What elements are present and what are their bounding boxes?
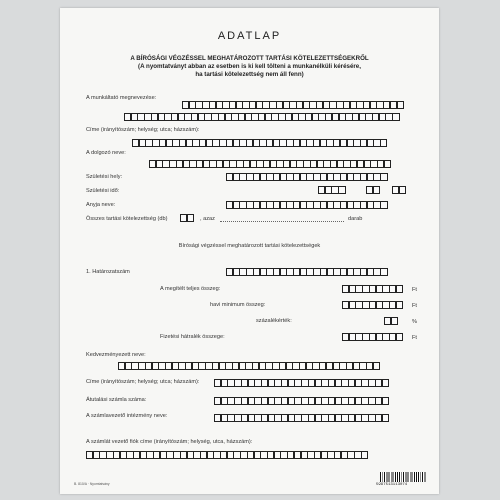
char-box[interactable] [382, 414, 389, 422]
acct-input-boxes[interactable] [214, 397, 388, 405]
char-box[interactable] [399, 186, 406, 194]
bank-label: A számlavezető intézmény neve: [86, 413, 168, 419]
char-box[interactable] [380, 173, 387, 181]
birthplace-input-boxes[interactable] [226, 173, 387, 181]
char-box[interactable] [391, 317, 398, 325]
form-title: ADATLAP [217, 30, 282, 42]
branch-label: A számlát vezető fiók címe (irányítószám; helység, utca, házszám): [86, 439, 253, 445]
full-amount-label: A megítélt teljes összeg: [160, 286, 221, 292]
char-box[interactable] [382, 379, 389, 387]
ft-unit-3: Ft [412, 335, 417, 341]
employer-label: A munkáltató megnevezése: [86, 95, 157, 101]
arrears-label: Fizetési hátralék összege: [160, 334, 225, 340]
section-title: Bírósági végzéssel meghatározott tartási kötelezettségek [178, 243, 321, 249]
form-note-2: ha tartási kötelezettség nem áll fenn) [195, 71, 304, 78]
birthdate-label: Születési idő: [86, 188, 120, 194]
monthly-min-label: havi minimum összeg: [210, 302, 266, 308]
address-input-boxes[interactable] [132, 139, 387, 147]
birthplace-label: Születési hely: [86, 174, 123, 180]
percent-label: százalékérték: [256, 318, 292, 324]
employer-input-boxes[interactable] [182, 101, 403, 109]
bd-m-input-boxes[interactable] [366, 186, 379, 194]
char-box[interactable] [373, 362, 380, 370]
char-box[interactable] [396, 301, 403, 309]
mother-input-boxes[interactable] [226, 201, 387, 209]
case-input-boxes[interactable] [226, 268, 387, 276]
char-box[interactable] [373, 186, 380, 194]
char-box[interactable] [384, 160, 391, 168]
char-box[interactable] [396, 285, 403, 293]
total-dotted-line [220, 221, 344, 222]
char-box[interactable] [187, 214, 194, 222]
char-box[interactable] [392, 113, 399, 121]
case-label: 1. Határozatszám [86, 269, 130, 275]
barcode-icon [380, 472, 426, 482]
account-label: Átutalási számla száma: [86, 397, 147, 403]
char-box[interactable] [397, 101, 404, 109]
bd-y-input-boxes[interactable] [318, 186, 345, 194]
form-page [60, 8, 439, 494]
worker-label: A dolgozó neve: [86, 150, 126, 156]
bd-d-input-boxes[interactable] [392, 186, 405, 194]
pct-unit: % [412, 319, 417, 325]
total-darab: darab [348, 216, 363, 222]
ft-unit-1: Ft [412, 287, 417, 293]
total-label: Összes tartási kötelezettség (db) [86, 216, 168, 222]
barcode-number: 5997513113074 [376, 483, 408, 487]
min-input-boxes[interactable] [342, 301, 402, 309]
address-label: Címe (irányítószám; helység; utca; házszám): [86, 127, 200, 133]
total-input-boxes[interactable] [180, 214, 193, 222]
worker-input-boxes[interactable] [149, 160, 390, 168]
employer2-input-boxes[interactable] [124, 113, 399, 121]
beneficiary-label: Kedvezményezett neve: [86, 352, 146, 358]
char-box[interactable] [380, 268, 387, 276]
ft-unit-2: Ft [412, 303, 417, 309]
arrears-input-boxes[interactable] [342, 333, 402, 341]
char-box[interactable] [380, 139, 387, 147]
char-box[interactable] [361, 451, 368, 459]
char-box[interactable] [380, 201, 387, 209]
branch-input-boxes[interactable] [86, 451, 368, 459]
mother-label: Anyja neve: [86, 202, 116, 208]
form-note-1: (A nyomtatványt abban az esetben is ki kell tölteni a munkanélküli kérésére, [138, 63, 361, 70]
footer-text: B. 810/A · Nyomtatvány [74, 482, 110, 486]
char-box[interactable] [338, 186, 345, 194]
ben-address-label: Címe (irányítószám; helység; utca; házszám): [86, 379, 200, 385]
char-box[interactable] [382, 397, 389, 405]
ben-addr-input-boxes[interactable] [214, 379, 388, 387]
ben-input-boxes[interactable] [118, 362, 379, 370]
pct-input-boxes[interactable] [384, 317, 397, 325]
bank-input-boxes[interactable] [214, 414, 388, 422]
full-input-boxes[interactable] [342, 285, 402, 293]
total-azaz: , azaz [200, 216, 215, 222]
form-subtitle: A BÍRÓSÁGI VÉGZÉSSEL MEGHATÁROZOTT TARTÁSI KÖTELEZETTSÉGEKRŐL [130, 55, 369, 62]
char-box[interactable] [396, 333, 403, 341]
